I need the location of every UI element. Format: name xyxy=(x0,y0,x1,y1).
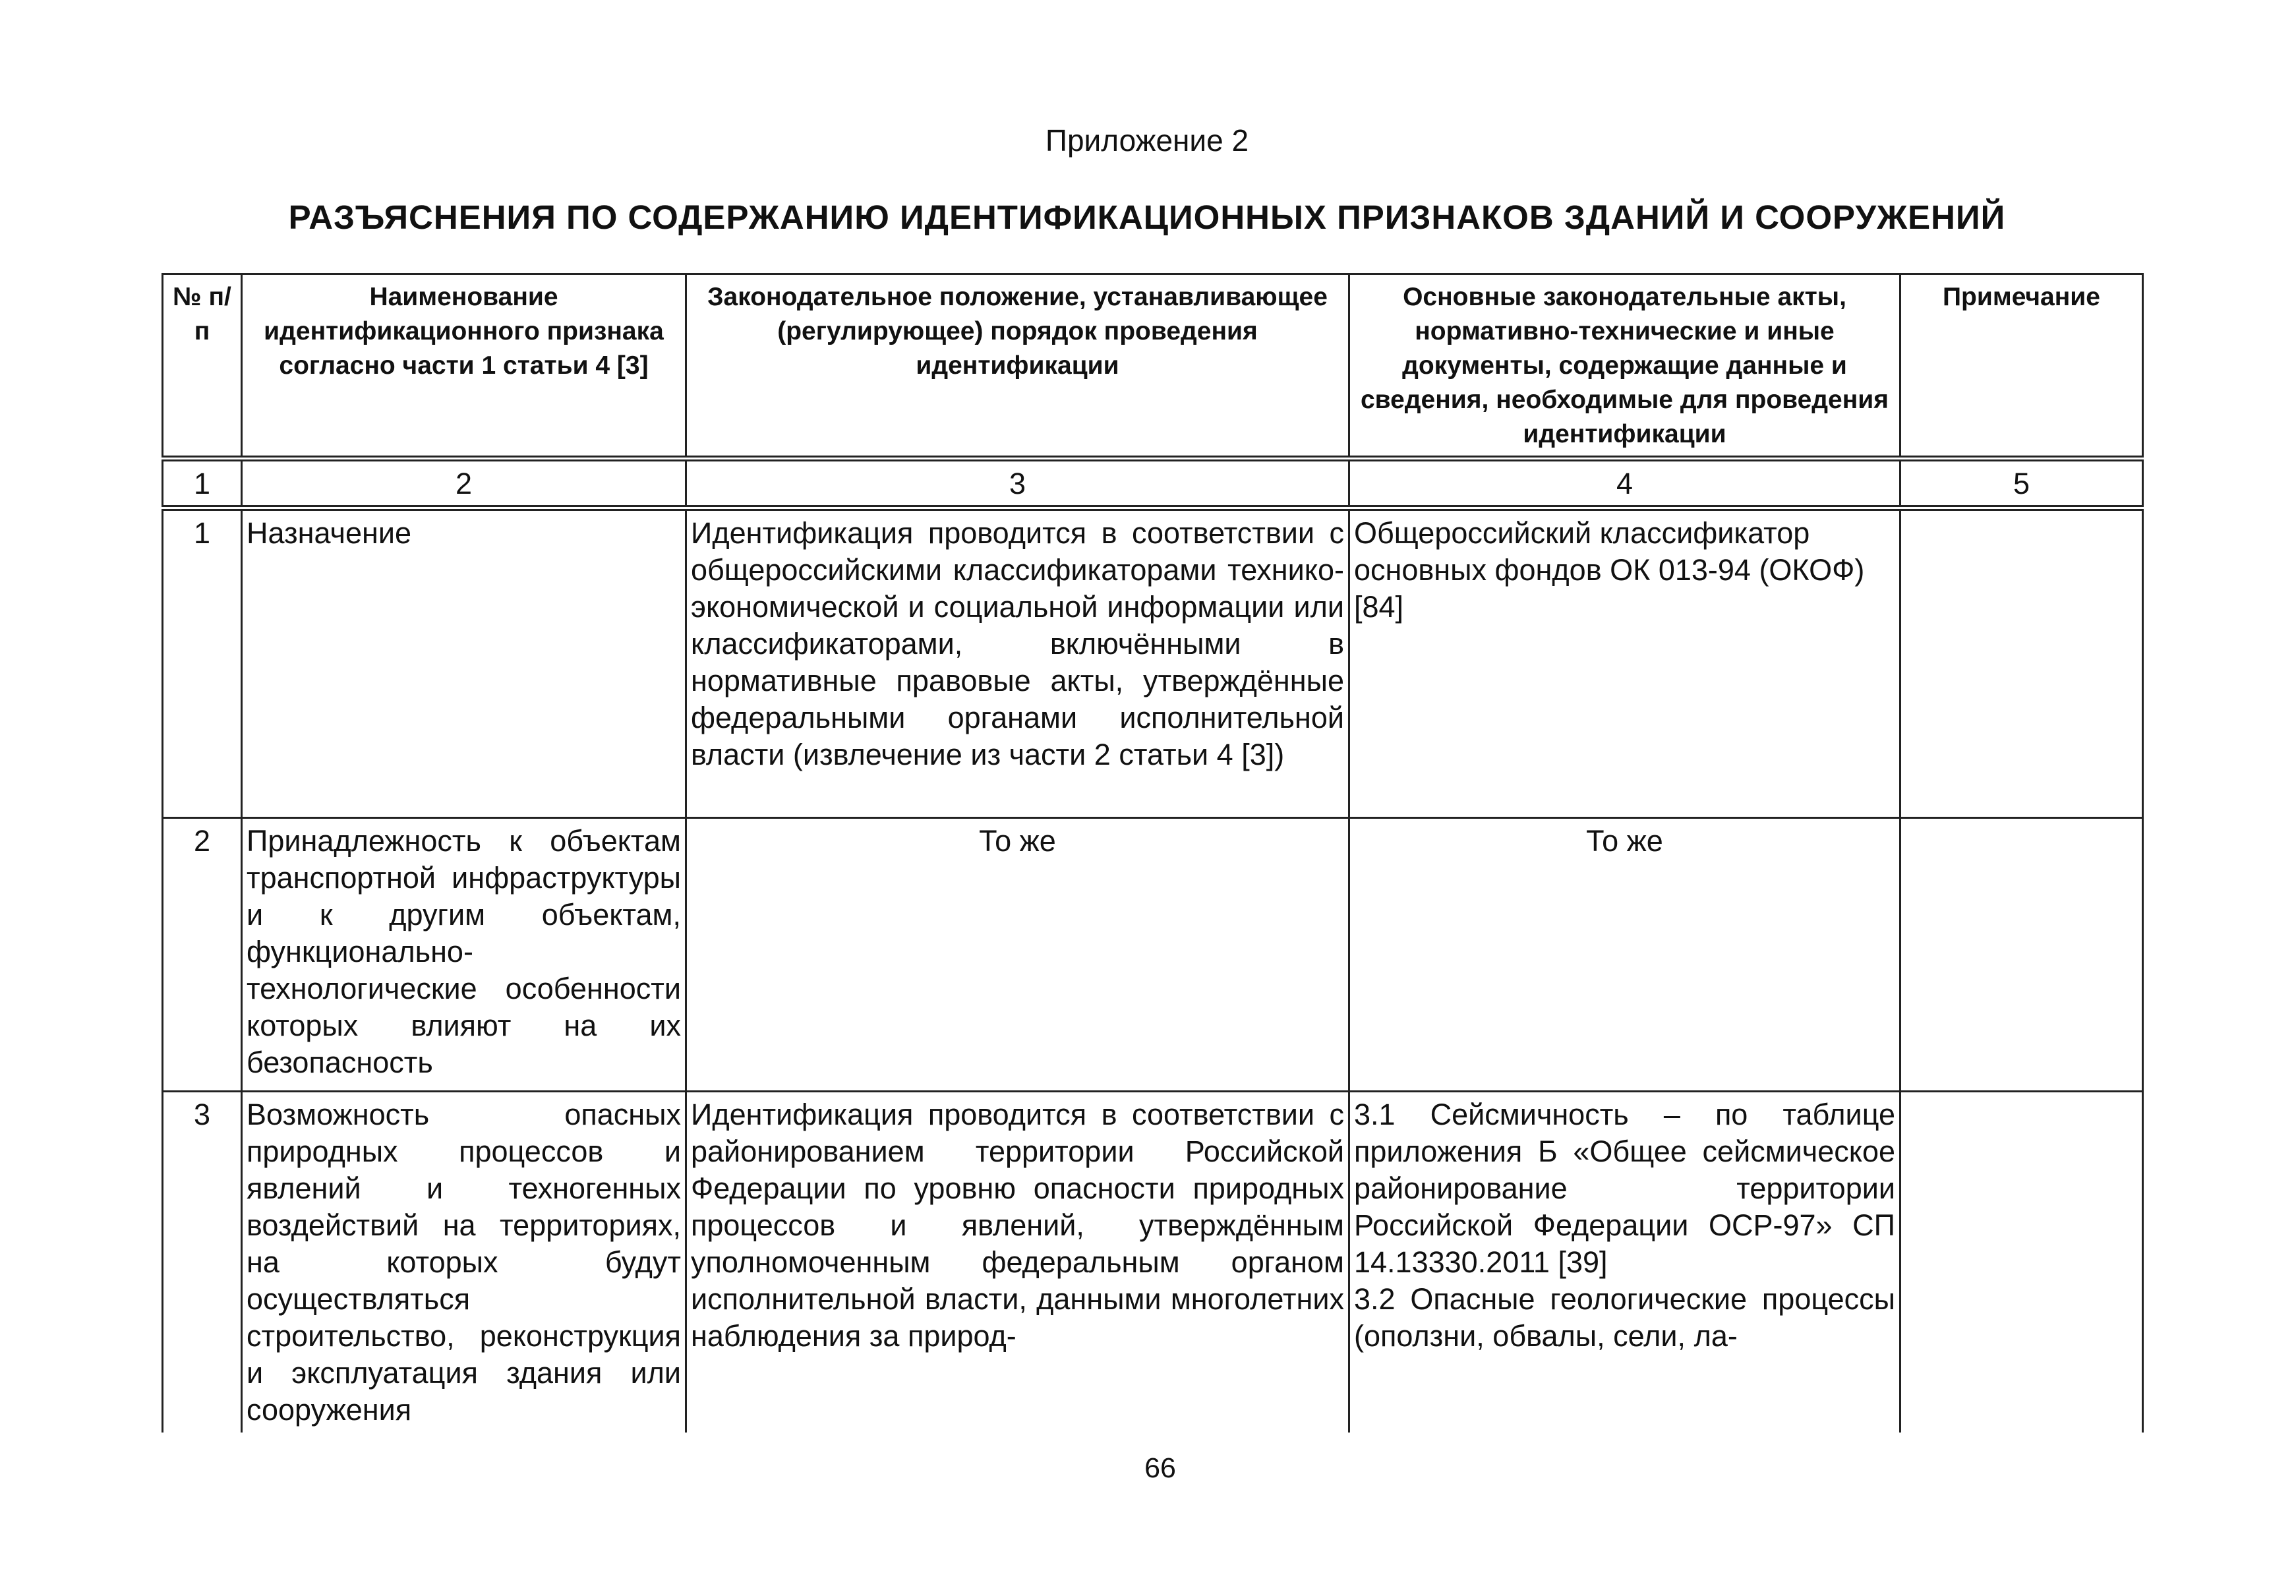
row-number: 1 xyxy=(163,508,242,818)
page-number: 66 xyxy=(1144,1452,1176,1484)
table-row xyxy=(163,1092,2143,1433)
column-number-row xyxy=(163,459,2143,508)
attribute-name: Назначение xyxy=(242,508,686,818)
legal-provision: То же xyxy=(686,818,1349,1092)
header-number: № п/п xyxy=(163,274,242,459)
row-number: 2 xyxy=(163,818,242,1092)
legal-provision: Идентификация проводится в соответствии с общероссийскими классификаторами технико-экономической и социальной информации или классификаторами, включёнными в нормативные правовые акты, утверждённые федеральными органами исполнительной власти (извлечение из части 2 статьи 4 [3]) xyxy=(686,508,1349,818)
header-note: Примечание xyxy=(1900,274,2143,459)
attribute-name: Возможность опасных природных процессов и явлений и техногенных воздействий на территориях, на которых будут осуществляться строительство, реконструкция и эксплуатация здания или сооружения xyxy=(242,1092,686,1433)
row-number: 3 xyxy=(163,1092,242,1433)
header-legal-provision: Законодательное положение, устанавливающее (регулирующее) порядок проведения идентификации xyxy=(686,274,1349,459)
document-title: РАЗЪЯСНЕНИЯ ПО СОДЕРЖАНИЮ ИДЕНТИФИКАЦИОННЫХ ПРИЗНАКОВ ЗДАНИЙ И СООРУЖЕНИЙ xyxy=(288,198,2006,236)
documents: То же xyxy=(1349,818,1900,1092)
note xyxy=(1900,1092,2143,1433)
header-attribute-name: Наименование идентификационного признака согласно части 1 статьи 4 [3] xyxy=(242,274,686,459)
appendix-label: Приложение 2 xyxy=(1045,123,1249,158)
identification-table xyxy=(162,273,2144,1433)
note xyxy=(1900,818,2143,1092)
column-number: 4 xyxy=(1349,459,1900,508)
documents-item-geological: 3.2 Опасные геологические процессы (оползни, обвалы, сели, ла- xyxy=(1354,1282,1895,1353)
column-number: 3 xyxy=(686,459,1349,508)
note xyxy=(1900,508,2143,818)
column-number: 2 xyxy=(242,459,686,508)
table-row xyxy=(163,818,2143,1092)
documents: Общероссийский классификатор основных фондов ОК 013-94 (ОКОФ) [84] xyxy=(1349,508,1900,818)
documents xyxy=(1349,1092,1900,1433)
column-number: 1 xyxy=(163,459,242,508)
column-number: 5 xyxy=(1900,459,2143,508)
documents-item-seismic: 3.1 Сейсмичность – по таблице приложения Б «Общее сейсмическое районирование территории Российской Федерации ОСР-97» СП 14.13330.2011 [39] xyxy=(1354,1098,1895,1279)
header-documents: Основные законодательные акты, нормативно-технические и иные документы, содержащие данные и сведения, необходимые для проведения идентификации xyxy=(1349,274,1900,459)
legal-provision: Идентификация проводится в соответствии с районированием территории Российской Федерации по уровню опасности природных процессов и явлений, утверждённым уполномоченным федеральным органом исполнительной власти, данными многолетних наблюдения за природ- xyxy=(686,1092,1349,1433)
attribute-name: Принадлежность к объектам транспортной инфраструктуры и к другим объектам, функционально-технологические особенности которых влияют на их безопасность xyxy=(242,818,686,1092)
table-header-row xyxy=(163,274,2143,459)
table-row xyxy=(163,508,2143,818)
